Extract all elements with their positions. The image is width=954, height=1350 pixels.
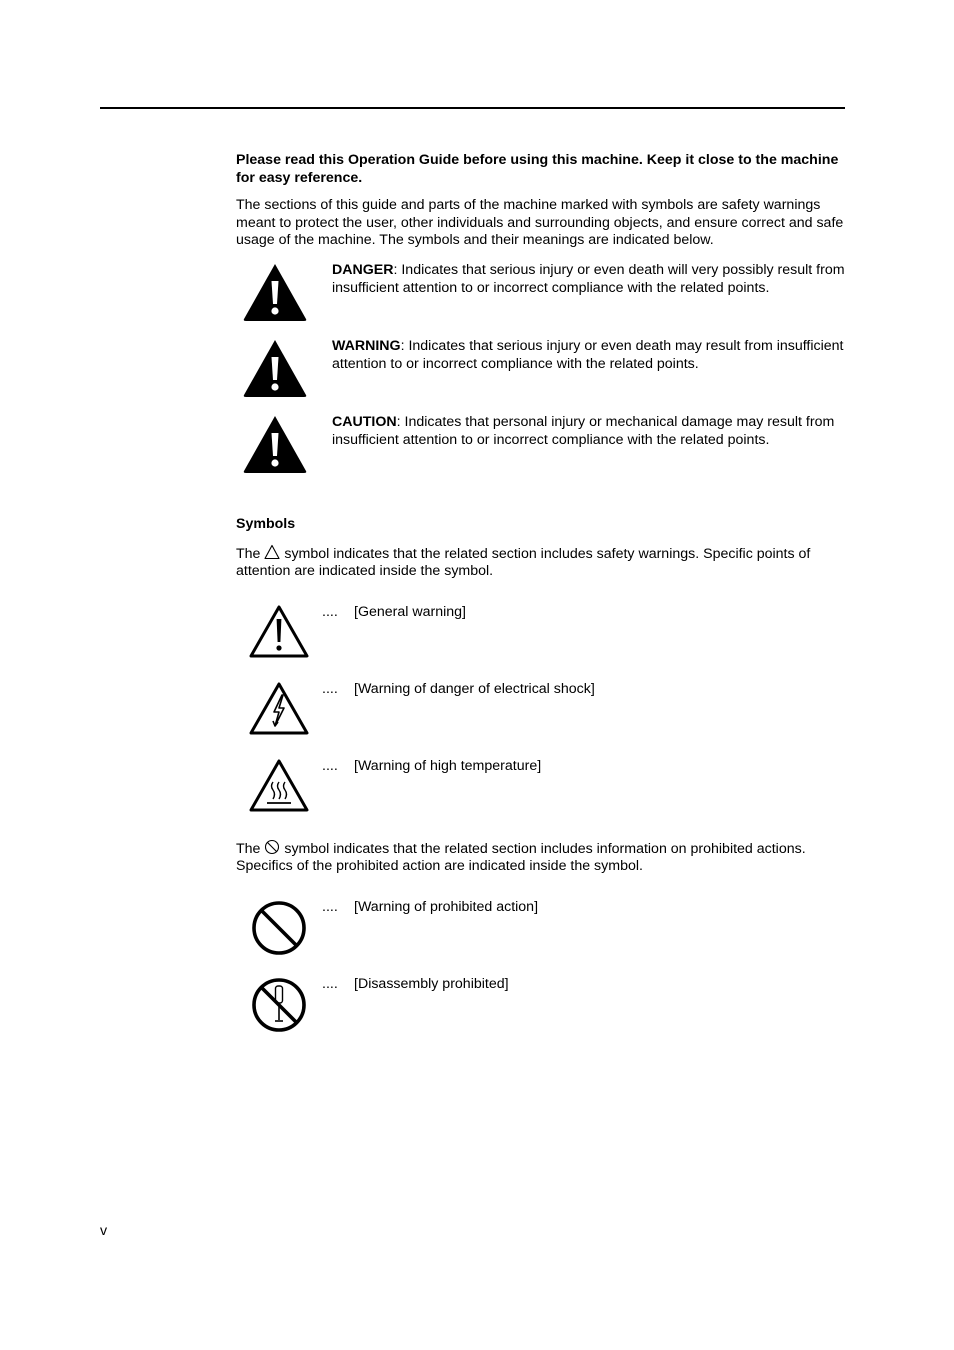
page-number: v — [100, 1223, 108, 1239]
leader-dots: .... — [322, 603, 338, 620]
symbol-row — [236, 604, 846, 681]
intro-text: The sections of this guide and parts of the machine marked with symbols are safety warnings meant to protect the user, other individuals and surrounding objects, and ensure correct and safe usage of the machine. The symbols and their meanings are indicated below. — [236, 197, 844, 249]
disassembly-prohibited-icon — [248, 976, 310, 1032]
leader-dots: .... — [322, 975, 338, 992]
symbol-label: [Warning of danger of electrical shock] — [354, 680, 595, 697]
level-danger-text — [332, 262, 846, 297]
electrical-shock-icon — [248, 681, 310, 737]
outline-triangle-icon — [264, 544, 280, 560]
paragraph-text-before: The — [236, 545, 261, 562]
level-term: WARNING — [332, 337, 401, 354]
symbol-label: [Warning of prohibited action] — [354, 898, 539, 915]
outline-prohibited-icon — [264, 839, 280, 855]
intro-bold-text: Please read this Operation Guide before using this machine. Keep it close to the machine for easy reference. — [236, 152, 839, 186]
symbol-row — [236, 758, 846, 835]
paragraph-text-after: symbol indicates that the related section includes information on prohibited actions. Specifics of the prohibited action are indicated inside the symbol. — [236, 840, 806, 875]
paragraph-text-before: The — [236, 840, 261, 857]
symbol-row — [236, 681, 846, 758]
level-caution-text — [332, 414, 846, 449]
prohibited-icon — [248, 899, 310, 955]
level-description: : Indicates that serious injury or even death will very possibly result from insufficient attention to or incorrect compliance with the related points. — [332, 261, 845, 296]
symbols-heading: Symbols — [236, 515, 296, 532]
prohibit-symbol-list — [236, 899, 846, 1053]
level-description: : Indicates that serious injury or even death may result from insufficient attention to or incorrect compliance with the related points. — [332, 337, 844, 372]
symbol-label: [Disassembly prohibited] — [354, 975, 509, 992]
warning-triangle-icon — [242, 262, 308, 322]
level-danger — [236, 262, 846, 338]
level-caution — [236, 414, 846, 490]
level-term: DANGER — [332, 261, 394, 278]
symbol-label: [Warning of high temperature] — [354, 757, 542, 774]
prohibit-symbol-paragraph — [236, 839, 846, 876]
general-warning-icon — [248, 604, 310, 660]
warning-triangle-icon — [242, 338, 308, 398]
page-content — [236, 152, 846, 1053]
symbol-row — [236, 976, 846, 1053]
paragraph-text-after: symbol indicates that the related section includes safety warnings. Specific points of attention are indicated inside the symbol. — [236, 545, 811, 580]
warning-triangle-icon — [242, 414, 308, 474]
leader-dots: .... — [322, 898, 338, 915]
leader-dots: .... — [322, 757, 338, 774]
level-description: : Indicates that personal injury or mechanical damage may result from insufficient attention to or incorrect compliance with the related points. — [332, 413, 835, 448]
level-warning-text — [332, 338, 846, 373]
header-rule — [100, 107, 845, 109]
level-term: CAUTION — [332, 413, 397, 430]
triangle-symbol-list — [236, 604, 846, 835]
symbol-label: [General warning] — [354, 603, 466, 620]
level-warning — [236, 338, 846, 414]
high-temperature-icon — [248, 758, 310, 814]
symbol-row — [236, 899, 846, 976]
triangle-symbol-paragraph — [236, 544, 846, 581]
leader-dots: .... — [322, 680, 338, 697]
